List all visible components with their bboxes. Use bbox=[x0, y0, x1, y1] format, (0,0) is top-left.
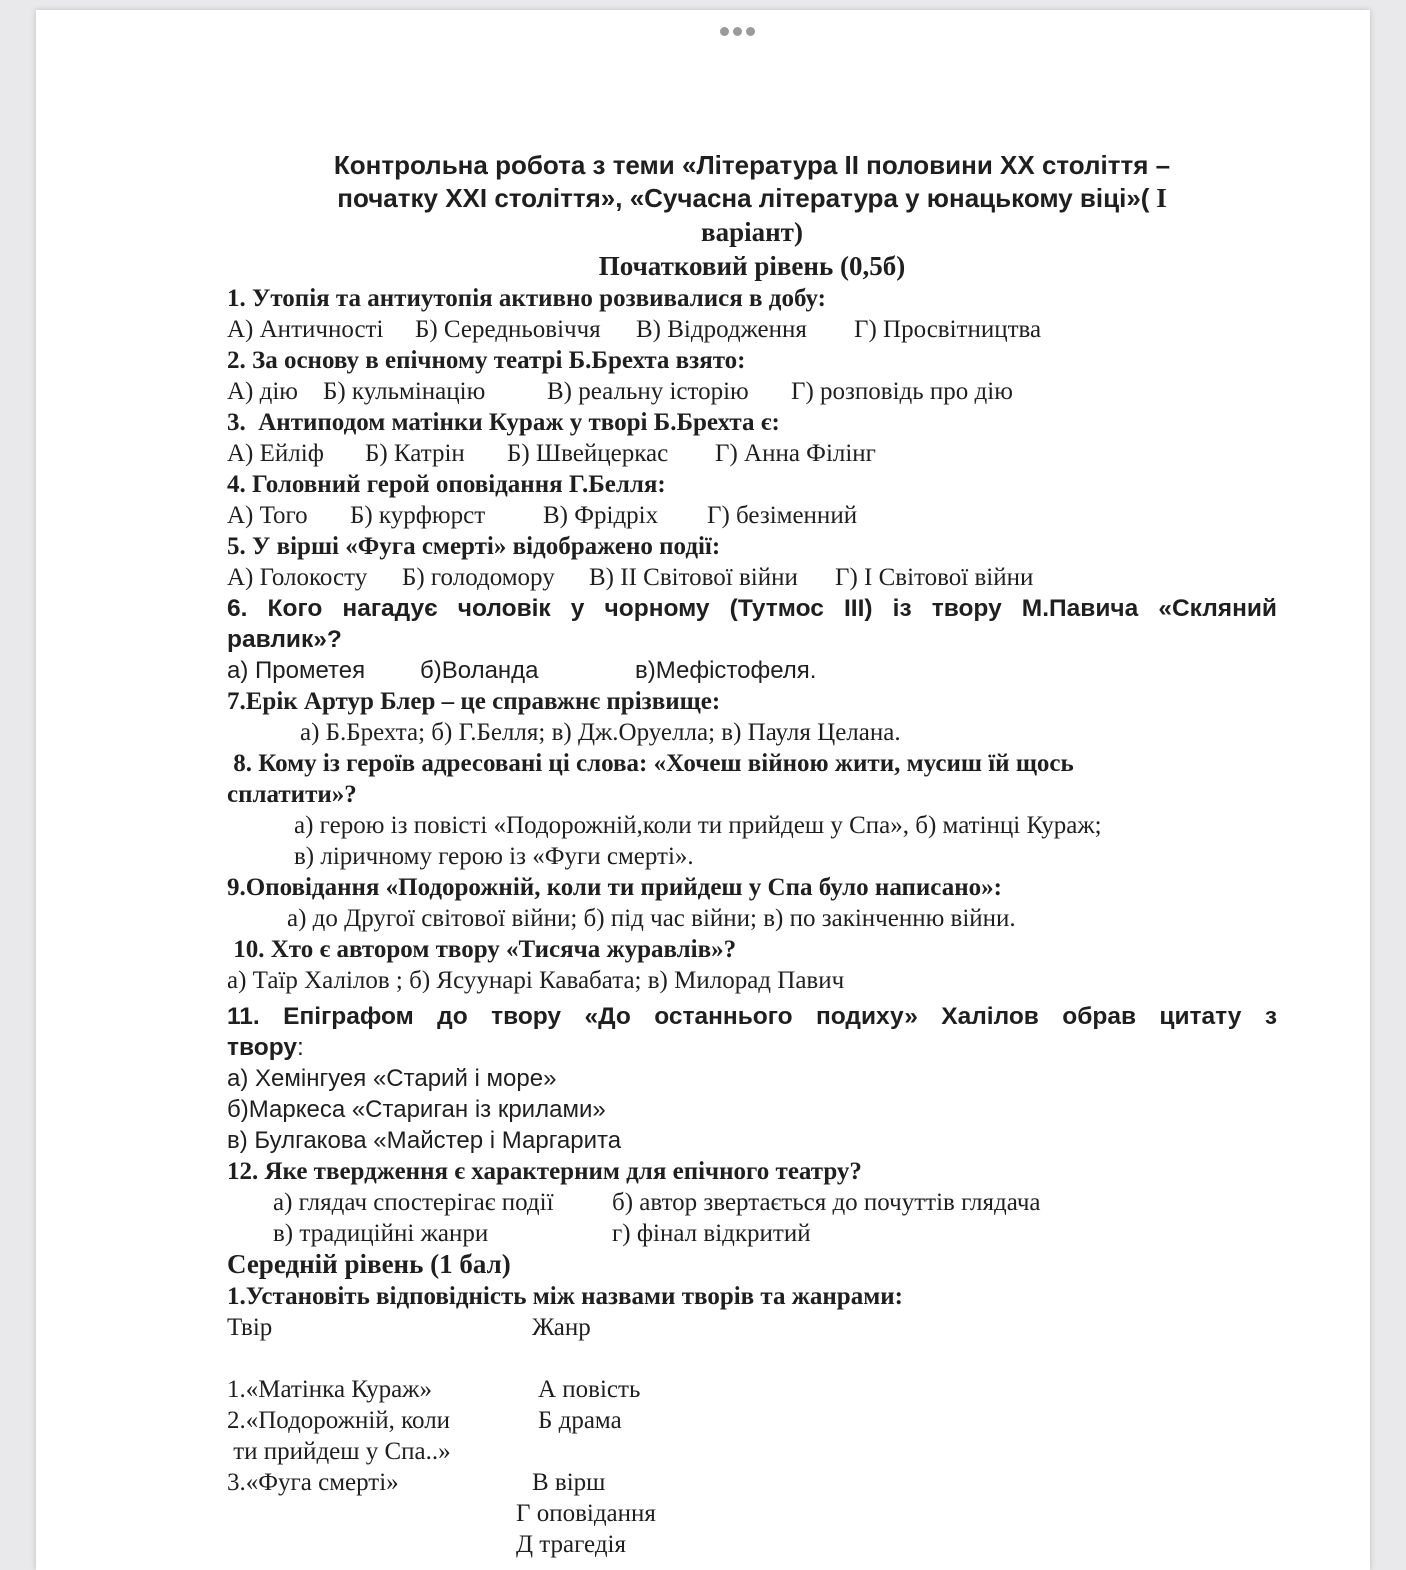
work-item-3: 3.«Фуга смерті» bbox=[227, 1469, 399, 1496]
dot bbox=[720, 27, 729, 36]
question-11-colon: : bbox=[296, 1034, 304, 1061]
question-1: 1. Утопія та антиутопія активно розвивалися в добу: bbox=[227, 285, 826, 312]
work-item-1: 1.«Матінка Кураж» bbox=[227, 1376, 432, 1403]
question-11-line-2 bbox=[227, 1032, 304, 1063]
q5-option-d: Г) І Світової війни bbox=[835, 564, 1034, 591]
q3-option-d: Г) Анна Філінг bbox=[715, 440, 876, 467]
q3-option-c: Б) Швейцеркас bbox=[507, 440, 669, 467]
q4-option-d: Г) безіменний bbox=[707, 502, 858, 529]
title-line-1: Контрольна робота з теми «Література ІІ половини ХХ століття – bbox=[333, 150, 1171, 180]
genre-item-e: Д трагедія bbox=[516, 1531, 626, 1558]
dot bbox=[746, 27, 755, 36]
title-line-2-variant: І bbox=[1149, 183, 1167, 213]
q11-option-c: в) Булгакова «Майстер і Маргарита bbox=[227, 1127, 622, 1154]
genre-item-d: Г оповідання bbox=[516, 1500, 656, 1527]
column-header-genre: Жанр bbox=[532, 1314, 591, 1341]
question-4: 4. Головний герой оповідання Г.Белля: bbox=[227, 471, 666, 498]
question-11-line-2-text: твору bbox=[227, 1034, 297, 1061]
dot bbox=[733, 27, 742, 36]
title-line-2-text: початку ХХІ століття», «Сучасна література у юнацькому віці»( bbox=[337, 183, 1150, 213]
document-page bbox=[36, 10, 1370, 1570]
q10-answers: а) Таїр Халілов ; б) Ясуунарі Кавабата; в) Милорад Павич bbox=[227, 967, 845, 994]
question-11-line-1: 11. Епіграфом до твору «До останнього подиху» Халілов обрав цитату з bbox=[227, 1003, 1277, 1030]
q3-option-a: А) Ейліф bbox=[227, 440, 324, 467]
q4-option-c: В) Фрідріх bbox=[543, 502, 659, 529]
q11-option-a: а) Хемінгуея «Старий і море» bbox=[227, 1065, 557, 1092]
q5-option-a: А) Голокосту bbox=[227, 564, 368, 591]
q12-option-b: б) автор звертається до почуттів глядача bbox=[612, 1189, 1041, 1216]
question-7: 7.Ерік Артур Блер – це справжнє прізвище: bbox=[227, 688, 721, 715]
q12-option-c: в) традиційні жанри bbox=[273, 1220, 489, 1247]
question-6-line-1: 6. Кого нагадує чоловік у чорному (Тутмос ІІІ) із твору М.Павича «Скляний bbox=[227, 595, 1277, 622]
question-5: 5. У вірші «Фуга смерті» відображено події: bbox=[227, 533, 721, 560]
question-9: 9.Оповідання «Подорожній, коли ти прийдеш у Спа було написано»: bbox=[227, 874, 1002, 901]
q2-option-c: В) реальну історію bbox=[547, 378, 749, 405]
q1-option-b: Б) Середньовіччя bbox=[415, 316, 601, 343]
matching-task: 1.Установіть відповідність між назвами творів та жанрами: bbox=[227, 1283, 903, 1310]
question-8-line-1: 8. Кому із героїв адресовані ці слова: «Хочеш війною жити, мусиш їй щось bbox=[227, 750, 1074, 777]
q7-answers: а) Б.Брехта; б) Г.Белля; в) Дж.Оруелла; в) Пауля Целана. bbox=[300, 719, 901, 746]
q4-option-a: А) Того bbox=[227, 502, 308, 529]
q1-option-c: В) Відродження bbox=[636, 316, 807, 343]
q3-option-b: Б) Катрін bbox=[365, 440, 465, 467]
question-10: 10. Хто є автором твору «Тисяча журавлів»? bbox=[227, 936, 737, 963]
q9-answers: а) до Другої світової війни; б) під час війни; в) по закінченню війни. bbox=[287, 905, 1016, 932]
section-heading-middle: Середній рівень (1 бал) bbox=[227, 1249, 511, 1279]
section-heading-initial: Початковий рівень (0,5б) bbox=[598, 251, 906, 281]
q1-option-d: Г) Просвітництва bbox=[854, 316, 1042, 343]
title-line-2 bbox=[227, 183, 1277, 215]
work-item-2-cont: ти прийдеш у Спа..» bbox=[227, 1438, 451, 1465]
column-header-work: Твір bbox=[227, 1314, 273, 1341]
work-item-2: 2.«Подорожній, коли bbox=[227, 1407, 451, 1434]
question-6-line-2: равлик»? bbox=[227, 626, 342, 653]
genre-item-b: Б драма bbox=[538, 1407, 622, 1434]
question-3: 3. Антиподом матінки Кураж у творі Б.Брехта є: bbox=[227, 409, 780, 436]
q4-option-b: Б) курфюрст bbox=[350, 502, 486, 529]
title-line-3: варіант) bbox=[701, 217, 803, 247]
q8-answers-2: в) ліричному герою із «Фуги смерті». bbox=[294, 843, 694, 870]
q12-option-a: а) глядач спостерігає події bbox=[273, 1189, 554, 1216]
q1-option-a: А) Античності bbox=[227, 316, 384, 343]
q5-option-c: В) ІІ Світової війни bbox=[589, 564, 798, 591]
q6-option-c: в)Мефістофеля. bbox=[635, 657, 817, 684]
q2-option-d: Г) розповідь про дію bbox=[791, 378, 1013, 405]
question-12: 12. Яке твердження є характерним для епічного театру? bbox=[227, 1158, 862, 1185]
question-2: 2. За основу в епічному театрі Б.Брехта взято: bbox=[227, 347, 746, 374]
q8-answers-1: а) герою із повісті «Подорожній,коли ти прийдеш у Спа», б) матінці Кураж; bbox=[294, 812, 1102, 839]
q12-option-d: г) фінал відкритий bbox=[612, 1220, 811, 1247]
genre-item-c: В вірш bbox=[532, 1469, 606, 1496]
genre-item-a: А повість bbox=[538, 1376, 641, 1403]
q6-option-a: а) Прометея bbox=[227, 657, 366, 684]
q6-option-b: б)Воланда bbox=[420, 657, 539, 684]
q11-option-b: б)Маркеса «Стариган із крилами» bbox=[227, 1096, 606, 1123]
q2-option-b: Б) кульмінацію bbox=[323, 378, 486, 405]
q2-option-a: А) дію bbox=[227, 378, 298, 405]
question-8-line-2: сплатити»? bbox=[227, 781, 357, 808]
q5-option-b: Б) голодомору bbox=[402, 564, 555, 591]
more-options-icon[interactable] bbox=[720, 27, 755, 37]
